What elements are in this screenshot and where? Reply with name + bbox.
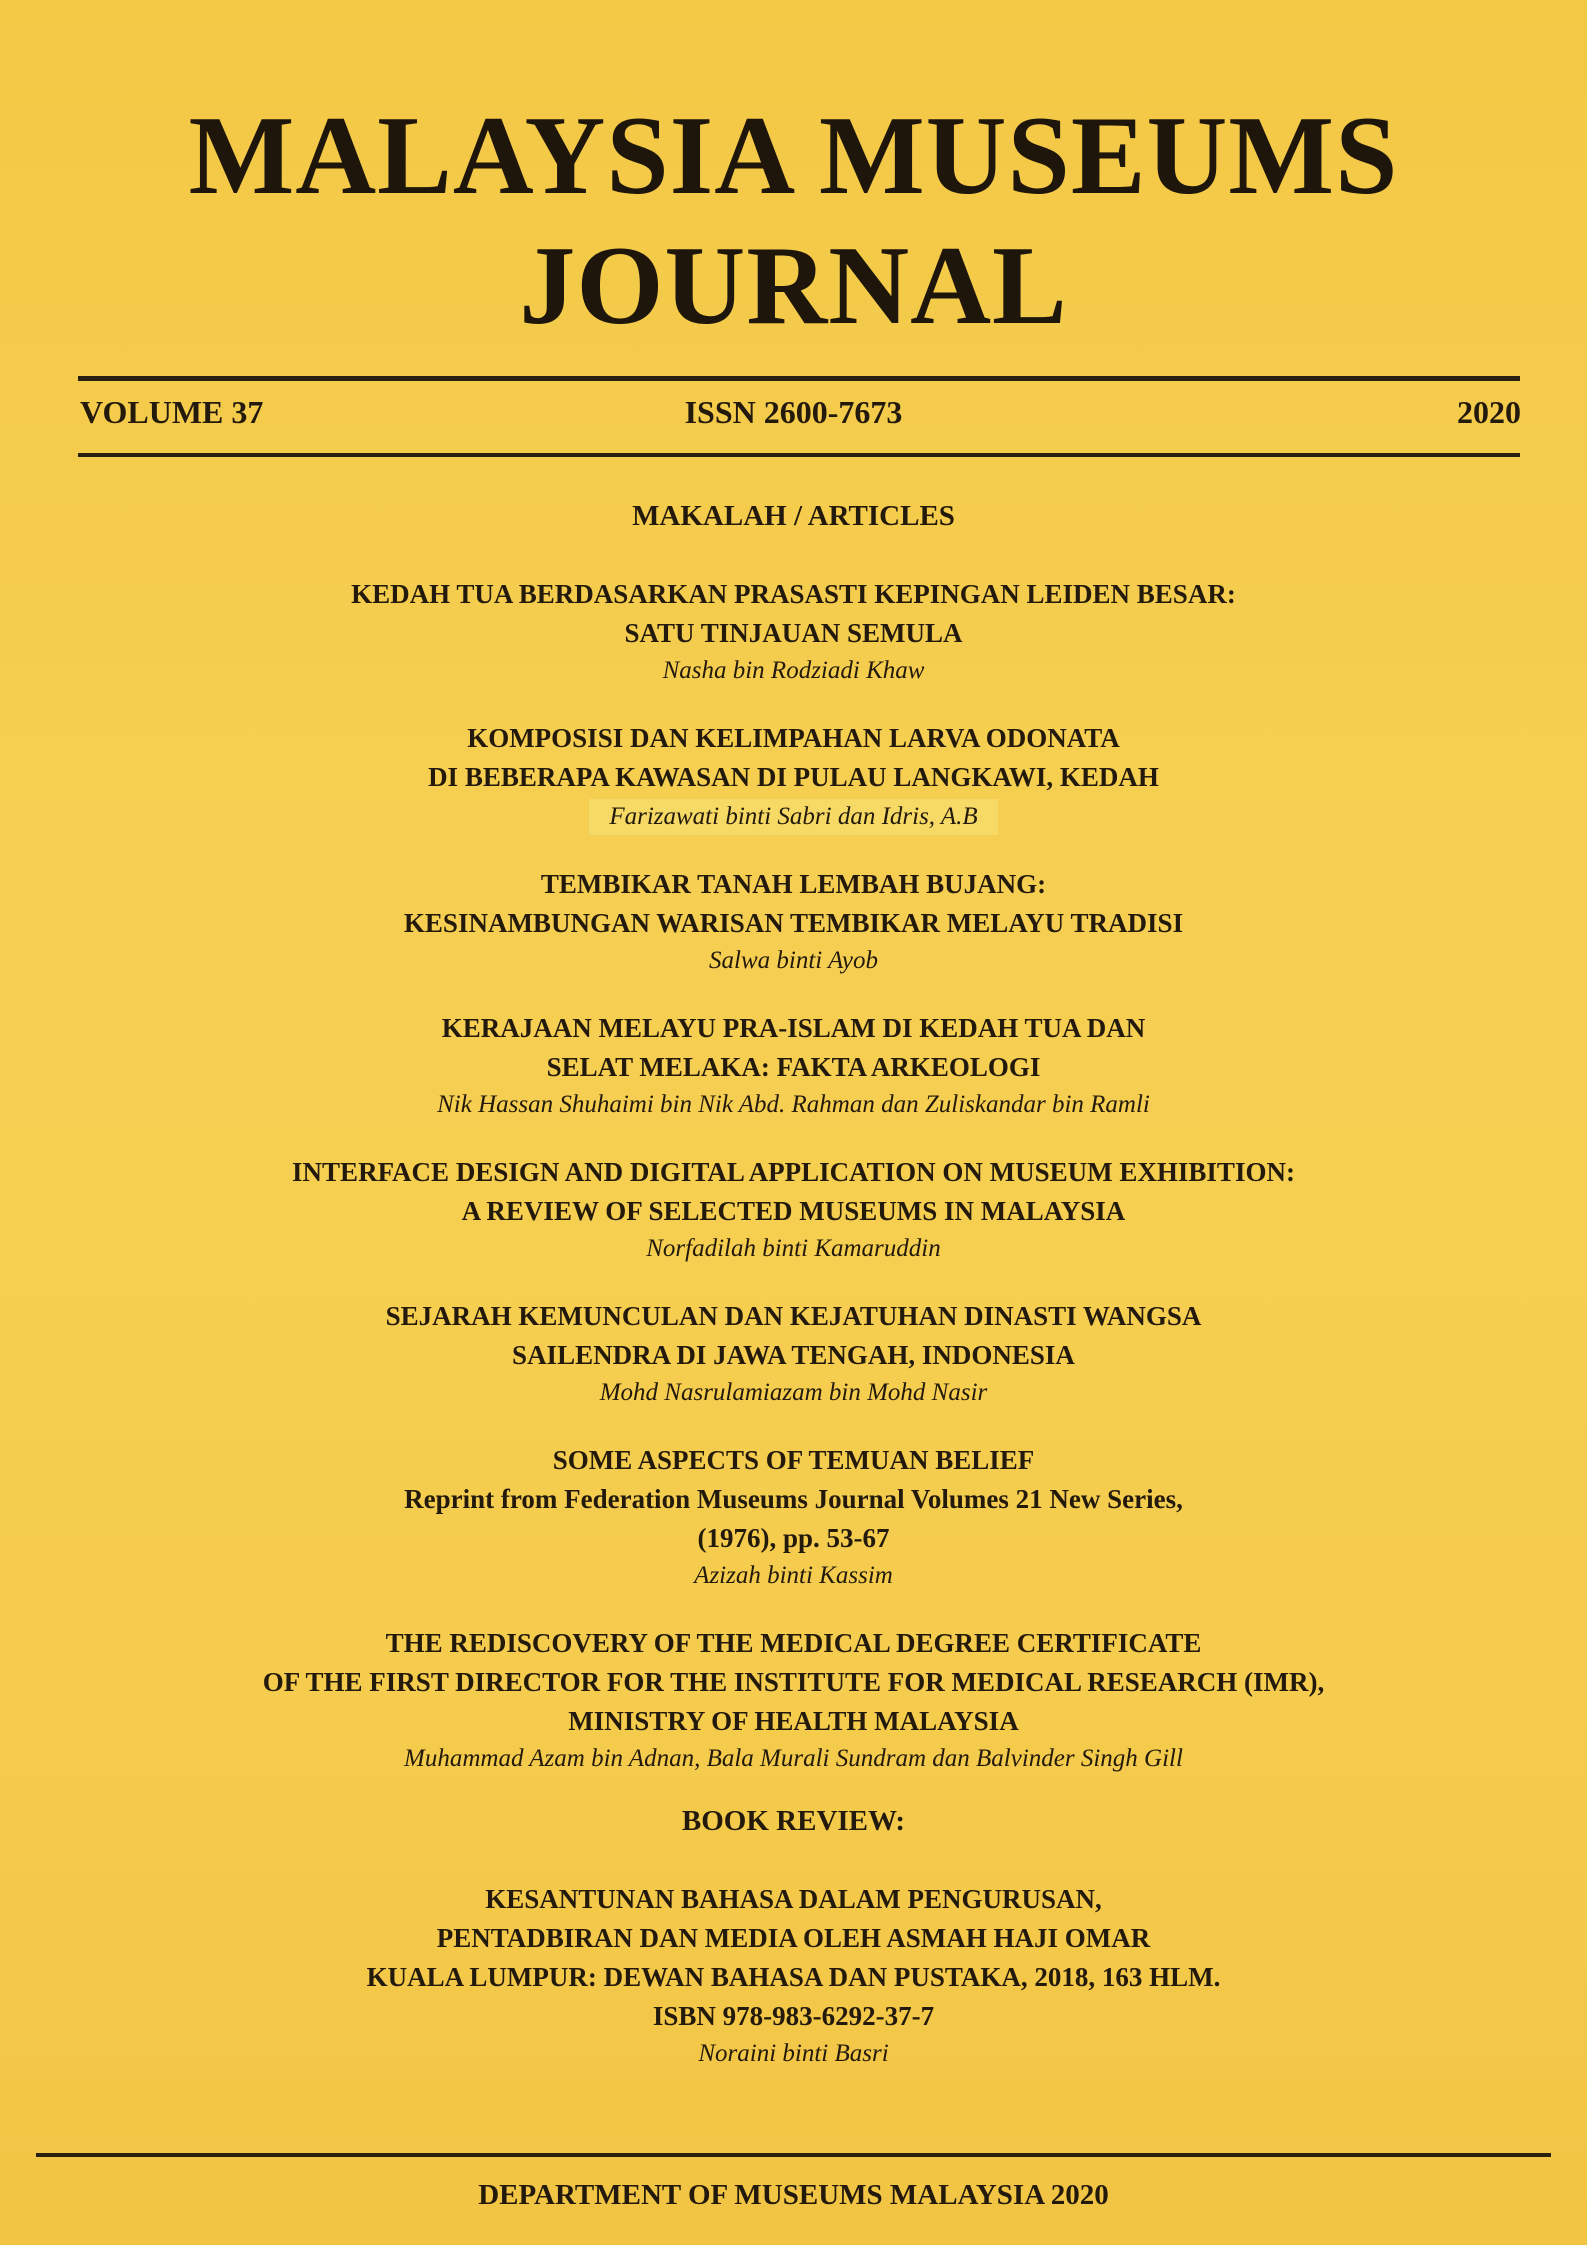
article-author-wrap — [0, 797, 1587, 835]
articles-heading: MAKALAH / ARTICLES — [632, 500, 955, 532]
volume-label: VOLUME 37 — [80, 394, 264, 430]
article-title-line: SEJARAH KEMUNCULAN DAN KEJATUHAN DINASTI WANGSA — [385, 1301, 1202, 1331]
article-title-line: A REVIEW OF SELECTED MUSEUMS IN MALAYSIA — [461, 1196, 1126, 1226]
article-author: Norfadilah binti Kamaruddin — [646, 1235, 941, 1262]
year-label: 2020 — [1457, 394, 1521, 430]
article-author: Muhammad Azam bin Adnan, Bala Murali Sundram dan Balvinder Singh Gill — [404, 1745, 1183, 1772]
article-title-line: TEMBIKAR TANAH LEMBAH BUJANG: — [540, 869, 1047, 899]
article-author: Nasha bin Rodziadi Khaw — [662, 657, 925, 684]
article-title-line: SATU TINJAUAN SEMULA — [624, 618, 963, 648]
book-review-title-line: ISBN 978-983-6292-37-7 — [652, 2001, 935, 2031]
article-author: Farizawati binti Sabri dan Idris, A.B — [589, 799, 997, 835]
article-title-line: KERAJAAN MELAYU PRA-ISLAM DI KEDAH TUA DAN — [441, 1013, 1146, 1043]
article-2 — [0, 719, 1587, 835]
book-review-title-line: KESANTUNAN BAHASA DALAM PENGURUSAN, — [485, 1884, 1102, 1914]
article-title-line: SELAT MELAKA: FAKTA ARKEOLOGI — [546, 1052, 1041, 1082]
article-title-line: SAILENDRA DI JAWA TENGAH, INDONESIA — [512, 1340, 1075, 1370]
article-title-line: SOME ASPECTS OF TEMUAN BELIEF — [552, 1445, 1035, 1475]
article-title-line: KOMPOSISI DAN KELIMPAHAN LARVA ODONATA — [467, 723, 1120, 753]
article-title-line: DI BEBERAPA KAWASAN DI PULAU LANGKAWI, KEDAH — [428, 762, 1159, 792]
journal-title-line2: JOURNAL — [519, 224, 1068, 348]
book-review-author: Noraini binti Basri — [698, 2040, 889, 2067]
article-title-line: INTERFACE DESIGN AND DIGITAL APPLICATION ON MUSEUM EXHIBITION: — [292, 1157, 1295, 1187]
article-title-line: MINISTRY OF HEALTH MALAYSIA — [568, 1706, 1019, 1736]
book-review-title-line: KUALA LUMPUR: DEWAN BAHASA DAN PUSTAKA, 2018, 163 HLM. — [366, 1962, 1221, 1992]
article-8 — [0, 1624, 1587, 1777]
publisher-footer: DEPARTMENT OF MUSEUMS MALAYSIA 2020 — [478, 2179, 1109, 2211]
article-5 — [0, 1153, 1587, 1267]
article-title-line: OF THE FIRST DIRECTOR FOR THE INSTITUTE FOR MEDICAL RESEARCH (IMR), — [262, 1667, 1325, 1697]
top-rule — [78, 376, 1520, 381]
issn-label: ISSN 2600-7673 — [684, 394, 903, 430]
book-review-title-line: PENTADBIRAN DAN MEDIA OLEH ASMAH HAJI OMAR — [436, 1923, 1151, 1953]
article-3 — [0, 865, 1587, 979]
article-title-line: Reprint from Federation Museums Journal Volumes 21 New Series, — [404, 1484, 1183, 1514]
article-7 — [0, 1441, 1587, 1594]
article-6 — [0, 1297, 1587, 1411]
article-title-line: KEDAH TUA BERDASARKAN PRASASTI KEPINGAN LEIDEN BESAR: — [351, 579, 1236, 609]
article-4 — [0, 1009, 1587, 1123]
article-title-line: THE REDISCOVERY OF THE MEDICAL DEGREE CERTIFICATE — [385, 1628, 1202, 1658]
article-author: Salwa binti Ayob — [709, 947, 878, 974]
article-author: Nik Hassan Shuhaimi bin Nik Abd. Rahman dan Zuliskandar bin Ramli — [437, 1091, 1150, 1118]
article-title-line: (1976), pp. 53-67 — [697, 1523, 890, 1553]
article-author: Azizah binti Kassim — [694, 1562, 893, 1589]
table-of-contents — [0, 502, 1587, 2102]
article-1 — [0, 575, 1587, 689]
book-review-heading: BOOK REVIEW: — [681, 1805, 906, 1837]
article-title-line: KESINAMBUNGAN WARISAN TEMBIKAR MELAYU TRADISI — [403, 908, 1184, 938]
book-review — [0, 1880, 1587, 2072]
article-author: Mohd Nasrulamiazam bin Mohd Nasir — [599, 1379, 988, 1406]
middle-rule — [78, 453, 1520, 457]
journal-title-line1: MALAYSIA MUSEUMS — [188, 94, 1399, 218]
bottom-rule — [36, 2153, 1551, 2157]
